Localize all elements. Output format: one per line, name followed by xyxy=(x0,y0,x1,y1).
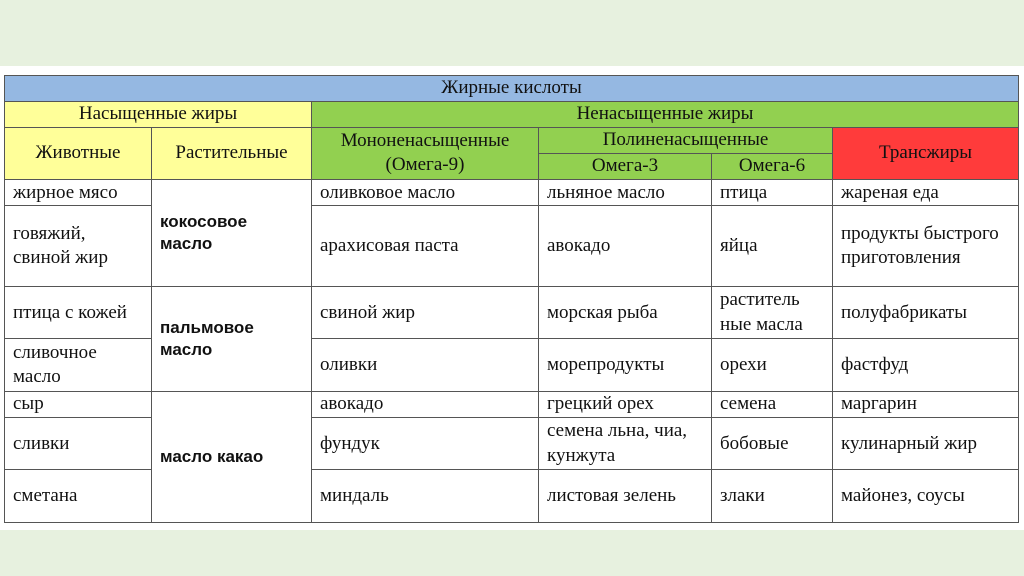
trans-cell: майонез, соусы xyxy=(833,470,1019,523)
animal-header: Животные xyxy=(5,127,152,179)
poly-header: Полиненасыщенные xyxy=(539,127,833,153)
omega6-cell: орехи xyxy=(712,339,833,391)
trans-cell: жареная еда xyxy=(833,180,1019,206)
animal-cell: сыр xyxy=(5,391,152,417)
animal-cell: птица с кожей xyxy=(5,286,152,338)
omega3-cell: грецкий орех xyxy=(539,391,712,417)
trans-cell: продукты быстрого приготовления xyxy=(833,206,1019,287)
trans-cell: кулинарный жир xyxy=(833,418,1019,470)
omega3-cell: морская рыба xyxy=(539,286,712,338)
table-title: Жирные кислоты xyxy=(5,76,1019,102)
omega6-cell: раститель ные масла xyxy=(712,286,833,338)
trans-header: Трансжиры xyxy=(833,127,1019,179)
omega3-cell: авокадо xyxy=(539,206,712,287)
slide-frame xyxy=(0,66,1024,530)
omega6-header: Омега-6 xyxy=(712,153,833,179)
omega6-cell: бобовые xyxy=(712,418,833,470)
trans-cell: полуфабрикаты xyxy=(833,286,1019,338)
animal-cell: жирное мясо xyxy=(5,180,152,206)
saturated-header: Насыщенные жиры xyxy=(5,101,312,127)
mono-cell: фундук xyxy=(312,418,539,470)
omega3-cell: льняное масло xyxy=(539,180,712,206)
omega6-cell: птица xyxy=(712,180,833,206)
omega3-cell: семена льна, чиа, кунжута xyxy=(539,418,712,470)
trans-cell: маргарин xyxy=(833,391,1019,417)
animal-cell: сливочное масло xyxy=(5,339,152,391)
omega6-cell: злаки xyxy=(712,470,833,523)
animal-cell: сметана xyxy=(5,470,152,523)
mono-cell: авокадо xyxy=(312,391,539,417)
plant-header: Растительные xyxy=(152,127,312,179)
omega3-cell: листовая зелень xyxy=(539,470,712,523)
mono-cell: оливковое масло xyxy=(312,180,539,206)
mono-cell: свиной жир xyxy=(312,286,539,338)
animal-cell: говяжий, свиной жир xyxy=(5,206,152,287)
plant-cell: пальмовое масло xyxy=(152,286,312,391)
fatty-acids-table xyxy=(4,75,1019,523)
plant-cell: масло какао xyxy=(152,391,312,522)
mono-cell: арахисовая паста xyxy=(312,206,539,287)
omega3-cell: морепродукты xyxy=(539,339,712,391)
mono-cell: оливки xyxy=(312,339,539,391)
plant-cell: кокосовое масло xyxy=(152,180,312,287)
unsaturated-header: Ненасыщенные жиры xyxy=(312,101,1019,127)
mono-header: Мононенасыщенные (Омега-9) xyxy=(312,127,539,179)
omega6-cell: семена xyxy=(712,391,833,417)
animal-cell: сливки xyxy=(5,418,152,470)
trans-cell: фастфуд xyxy=(833,339,1019,391)
mono-cell: миндаль xyxy=(312,470,539,523)
omega3-header: Омега-3 xyxy=(539,153,712,179)
omega6-cell: яйца xyxy=(712,206,833,287)
